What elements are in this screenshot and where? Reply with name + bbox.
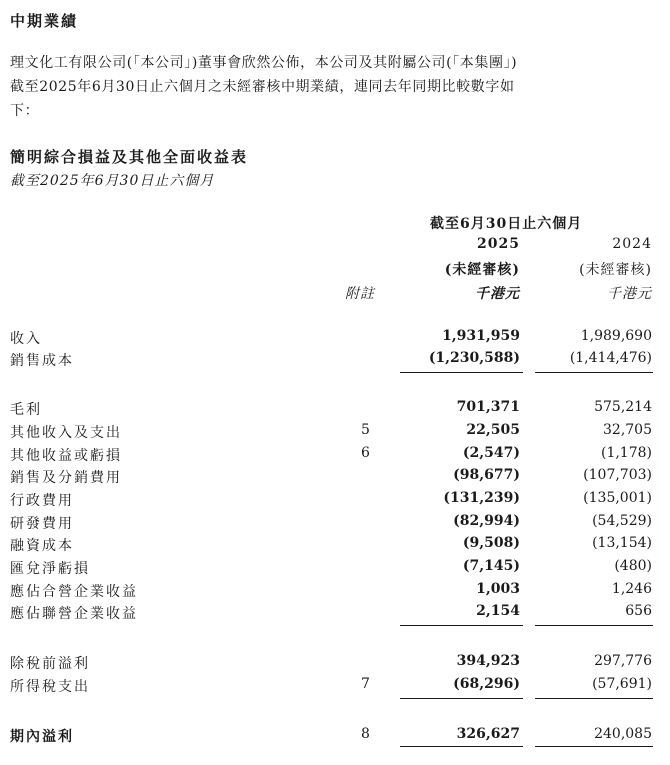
row-note: 8 (361, 726, 370, 742)
table-row (0, 467, 670, 487)
row-label: 研發費用 (10, 516, 74, 532)
row-prior-value: 575,214 (594, 399, 652, 415)
row-label: 應佔聯營企業收益 (10, 606, 138, 622)
subtotal-rule (400, 372, 523, 373)
table-row (0, 328, 670, 348)
total-rule (535, 746, 653, 747)
row-label: 毛利 (10, 402, 42, 418)
table-row (0, 581, 670, 601)
row-prior-value: (1,414,476) (569, 350, 652, 366)
current-audit-header: (未經審核) (444, 262, 520, 278)
row-label: 除稅前溢利 (10, 656, 90, 672)
subtotal-rule (535, 625, 653, 626)
row-current-value: (68,296) (453, 676, 520, 692)
intro-line-3: 下： (10, 103, 40, 119)
table-row (0, 535, 670, 555)
subtotal-rule (535, 698, 653, 699)
row-prior-value: 297,776 (594, 653, 652, 669)
row-label: 匯兌淨虧損 (10, 561, 90, 577)
row-current-value: (2,547) (462, 445, 520, 461)
row-current-value: (82,994) (453, 513, 520, 529)
subtotal-rule (400, 625, 523, 626)
row-prior-value: 1,989,690 (580, 328, 652, 344)
statement-title: 簡明綜合損益及其他全面收益表 (10, 148, 249, 166)
row-current-value: 2,154 (476, 603, 520, 619)
intro-line-2: 截至2025年6月30日止六個月之未經審核中期業績，連同去年同期比較數字如 (10, 79, 515, 95)
period-header: 截至6月30日止六個月 (430, 216, 583, 232)
row-label: 應佔合營企業收益 (10, 584, 138, 600)
row-current-value: (1,230,588) (428, 350, 520, 366)
row-current-value: 326,627 (456, 726, 520, 742)
section-heading: 中期業績 (10, 12, 79, 30)
table-row (0, 350, 670, 370)
subtotal-rule (400, 698, 523, 699)
table-row (0, 490, 670, 510)
row-current-value: 22,505 (466, 422, 520, 438)
table-row (0, 513, 670, 533)
row-prior-value: (13,154) (592, 535, 652, 551)
row-current-value: (131,239) (443, 490, 520, 506)
row-current-value: 1,931,959 (442, 328, 520, 344)
row-label: 期內溢利 (10, 729, 74, 745)
row-label: 收入 (10, 331, 42, 347)
note-column-header: 附註 (345, 286, 375, 302)
row-current-value: (7,145) (462, 558, 520, 574)
row-current-value: 1,003 (476, 581, 520, 597)
prior-audit-header: (未經審核) (579, 262, 652, 278)
row-note: 7 (361, 676, 370, 692)
row-prior-value: 656 (625, 603, 652, 619)
row-prior-value: (480) (614, 558, 652, 574)
row-label: 其他收益或虧損 (10, 448, 122, 464)
row-prior-value: (1,178) (600, 445, 652, 461)
row-note: 6 (361, 445, 370, 461)
current-year-header: 2025 (477, 236, 520, 252)
row-current-value: 394,923 (456, 653, 520, 669)
intro-line-1: 理文化工有限公司(「本公司」)董事會欣然公佈，本公司及其附屬公司(「本集團」) (10, 55, 518, 71)
row-prior-value: (107,703) (583, 467, 652, 483)
prior-unit-header: 千港元 (607, 286, 652, 302)
row-note: 5 (361, 422, 370, 438)
row-label: 其他收入及支出 (10, 425, 122, 441)
row-prior-value: 1,246 (611, 581, 652, 597)
row-prior-value: 240,085 (594, 726, 652, 742)
row-current-value: (98,677) (453, 467, 520, 483)
row-label: 行政費用 (10, 493, 74, 509)
table-row (0, 603, 670, 623)
table-row (0, 422, 670, 442)
subtotal-rule (535, 372, 653, 373)
row-label: 銷售成本 (10, 353, 74, 369)
row-label: 融資成本 (10, 538, 74, 554)
table-row (0, 676, 670, 696)
row-label: 銷售及分銷費用 (10, 470, 122, 486)
table-row (0, 445, 670, 465)
total-rule (400, 746, 523, 747)
prior-year-header: 2024 (612, 236, 652, 252)
current-unit-header: 千港元 (475, 286, 520, 302)
row-current-value: 701,371 (456, 399, 520, 415)
row-prior-value: (54,529) (592, 513, 652, 529)
row-current-value: (9,508) (462, 535, 520, 551)
table-row (0, 726, 670, 746)
table-row (0, 653, 670, 673)
statement-subtitle: 截至2025年6月30日止六個月 (10, 173, 215, 189)
table-row (0, 399, 670, 419)
row-prior-value: (57,691) (592, 676, 652, 692)
table-row (0, 558, 670, 578)
row-prior-value: (135,001) (583, 490, 652, 506)
row-label: 所得稅支出 (10, 679, 90, 695)
row-prior-value: 32,705 (603, 422, 652, 438)
